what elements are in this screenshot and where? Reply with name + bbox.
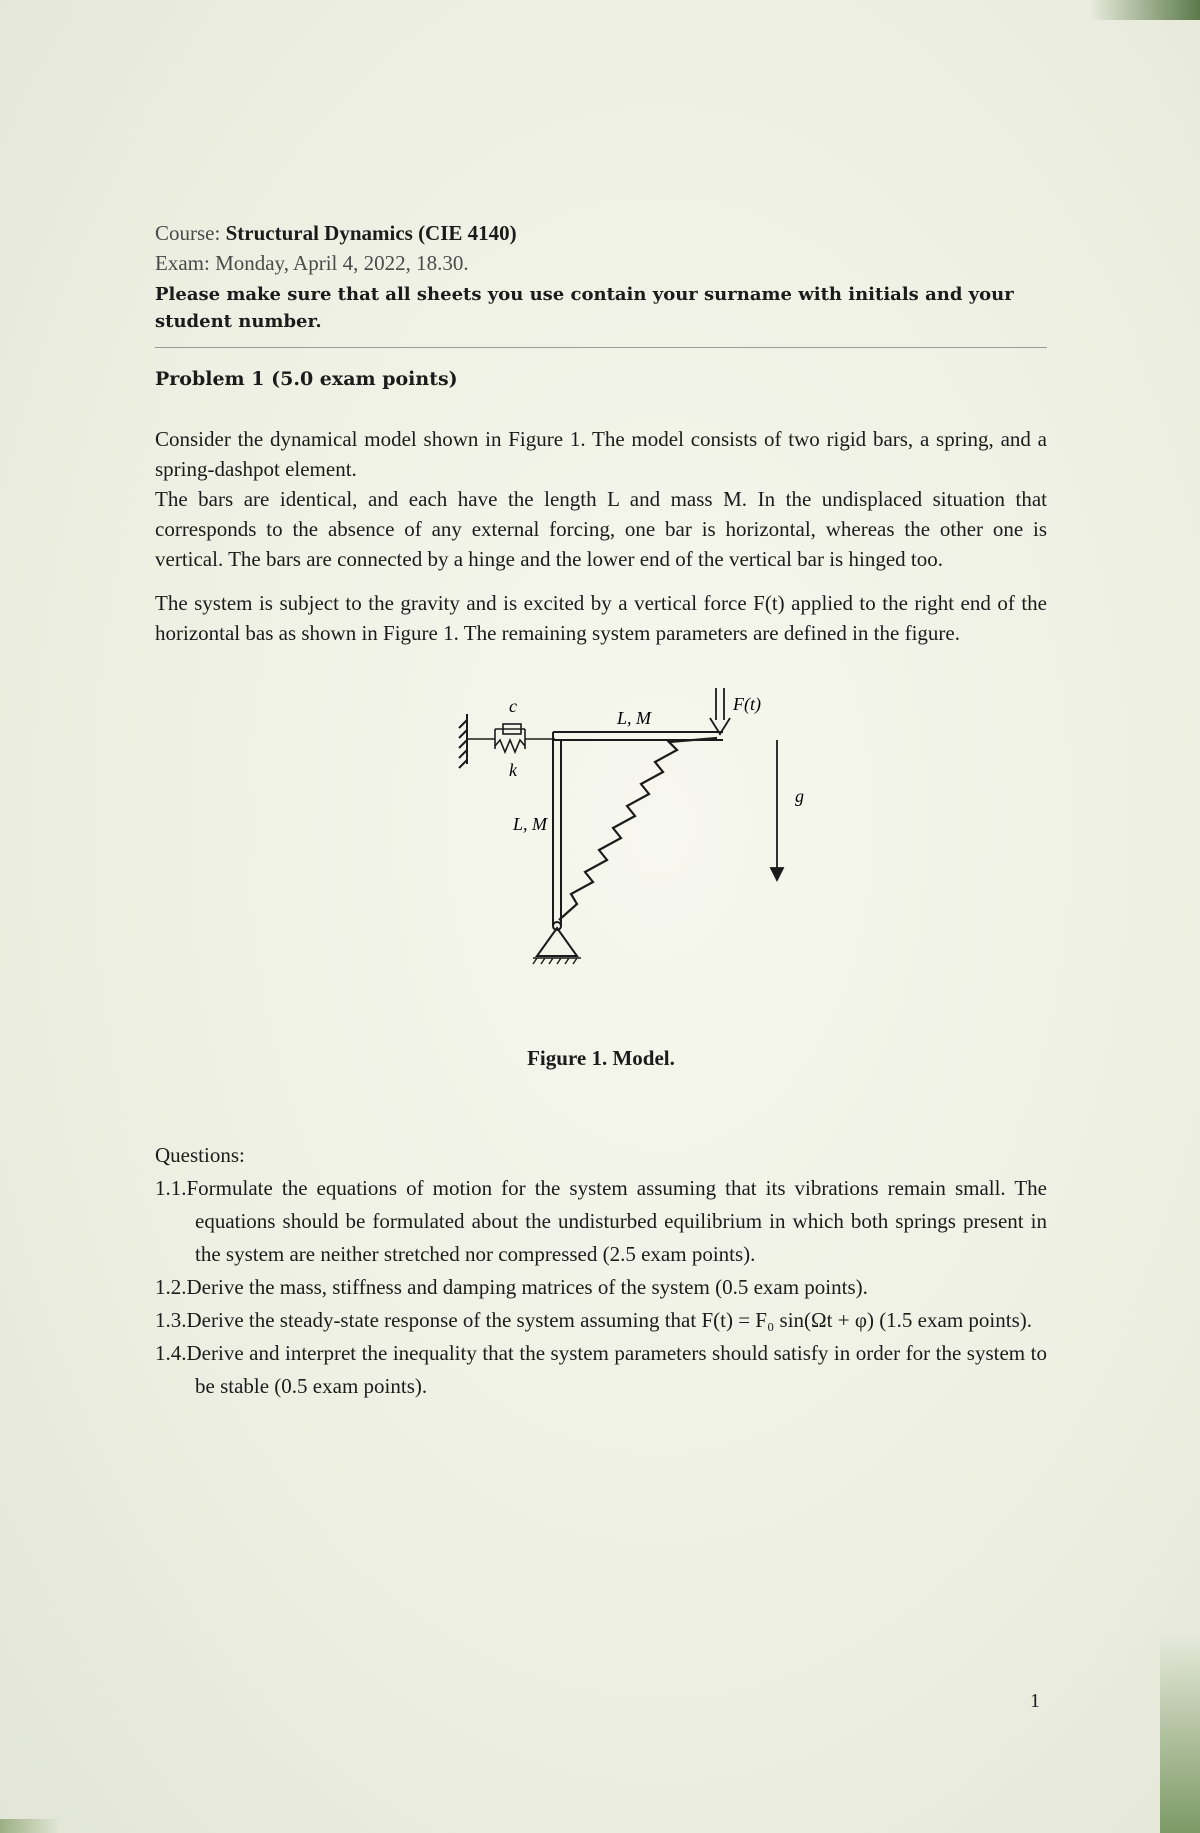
- spring-dashpot-element: [467, 724, 555, 752]
- divider: [155, 347, 1047, 348]
- problem-paragraph-2: The bars are identical, and each have the length L and mass M. In the undisplaced situation that corresponds to the absence of any external forcing, one bar is horizontal, whereas the other one is vertical. The bars are connected by a hinge and the lower end of the vertical bar is hinged too.: [155, 487, 1047, 571]
- vertical-bar: [553, 732, 561, 926]
- stiffness-label: k: [509, 760, 517, 780]
- gravity-arrow: [771, 740, 783, 880]
- question-text: Formulate the equations of motion for the system assuming that its vibrations remain small. The equations should be formulated about the undisturbed equilibrium in which both springs present in the system are neither stretched nor compressed (2.5 exam points).: [186, 1176, 1047, 1266]
- page-number: 1: [1030, 1690, 1040, 1712]
- page-content: [155, 218, 1047, 1403]
- questions-section: [155, 1139, 1047, 1403]
- figure-1: [155, 684, 1047, 1024]
- question-number: 1.4.: [155, 1341, 187, 1365]
- course-name: Structural Dynamics (CIE 4140): [225, 221, 517, 245]
- problem-paragraph-3: The system is subject to the gravity and is excited by a vertical force F(t) applied to the right end of the horizontal bas as shown in Figure 1. The remaining system parameters are defined in the figure.: [155, 591, 1047, 645]
- question-text: Derive the steady-state response of the system assuming that F(t) = F₀ sin(Ωt + φ) (1.5 exam points).: [186, 1308, 1032, 1332]
- course-prefix: Course:: [155, 221, 226, 245]
- problem-title: Problem 1 (5.0 exam points): [155, 368, 458, 390]
- background-edge: [1090, 0, 1200, 20]
- pin-support: [537, 928, 577, 956]
- problem-paragraph-1: Consider the dynamical model shown in Figure 1. The model consists of two rigid bars, a spring, and a spring-dashpot element.: [155, 427, 1047, 481]
- course-line: [155, 218, 1047, 248]
- notice: Please make sure that all sheets you use contain your surname with initials and your student number.: [155, 284, 1014, 332]
- force-label: F(t): [733, 694, 761, 714]
- top-bar-label: L, M: [617, 708, 652, 728]
- model-diagram: [455, 684, 815, 1004]
- exam-line: Exam: Monday, April 4, 2022, 18.30.: [155, 251, 469, 275]
- figure-caption: Figure 1. Model.: [527, 1046, 675, 1070]
- vertical-bar-label: L, M: [513, 814, 548, 834]
- damping-label: c: [509, 696, 517, 716]
- question-number: 1.3.: [155, 1308, 187, 1332]
- background-edge: [1160, 1633, 1200, 1833]
- question-item: [155, 1304, 1047, 1337]
- questions-heading: Questions:: [155, 1143, 245, 1167]
- left-wall: [459, 714, 467, 768]
- question-text: Derive the mass, stiffness and damping matrices of the system (0.5 exam points).: [186, 1275, 868, 1299]
- ground-hatch: [533, 958, 581, 964]
- question-text: Derive and interpret the inequality that the system parameters should satisfy in order for the system to be stable (0.5 exam points).: [186, 1341, 1047, 1398]
- diagonal-spring: [559, 738, 717, 920]
- question-number: 1.1.: [155, 1176, 187, 1200]
- background-edge: [0, 1819, 60, 1833]
- force-arrow: [710, 688, 730, 734]
- question-number: 1.2.: [155, 1275, 187, 1299]
- question-item: [155, 1172, 1047, 1271]
- question-item: [155, 1271, 1047, 1304]
- gravity-label: g: [795, 786, 804, 806]
- question-item: [155, 1337, 1047, 1403]
